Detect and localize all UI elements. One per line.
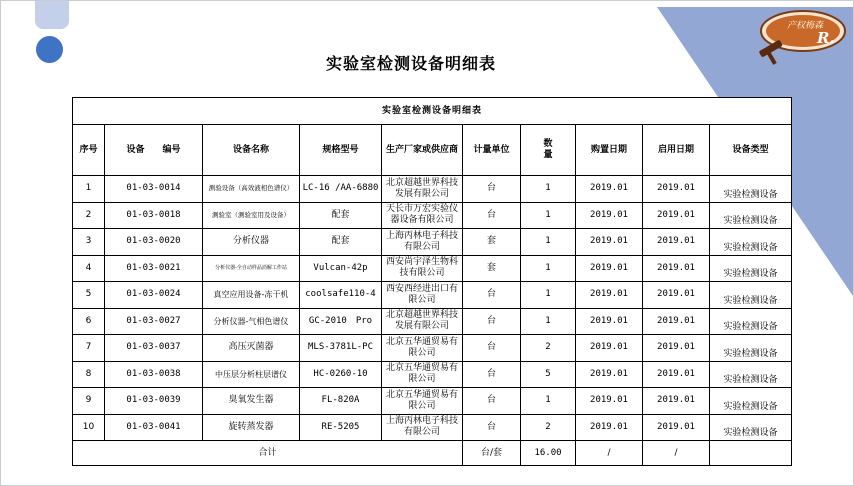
cell-type: 实验检测设备 <box>710 176 792 203</box>
total-qty: 16.00 <box>521 441 576 466</box>
cell-purchase: 2019.01 <box>576 388 643 415</box>
cell-supplier: 北京五华通贸易有限公司 <box>382 361 463 388</box>
cell-type: 实验检测设备 <box>710 335 792 362</box>
cell-supplier: 西安尚宇泽生物科技有限公司 <box>382 255 463 282</box>
cell-name: 高压灭菌器 <box>203 335 300 362</box>
cell-start: 2019.01 <box>643 335 710 362</box>
cell-model: RE-5205 <box>300 414 382 441</box>
cell-model: MLS-3781L-PC <box>300 335 382 362</box>
cell-name: 分析仪器-气相色谱仪 <box>203 308 300 335</box>
cell-code: 01-03-0014 <box>105 176 203 203</box>
cell-name: 测验室（测验室用及设备） <box>203 202 300 229</box>
header-code: 设备 编号 <box>105 125 203 176</box>
cell-start: 2019.01 <box>643 176 710 203</box>
cell-start: 2019.01 <box>643 308 710 335</box>
header-purchase-date: 购置日期 <box>576 125 643 176</box>
cell-name: 旋转蒸发器 <box>203 414 300 441</box>
table-row <box>73 388 792 415</box>
table-row <box>73 361 792 388</box>
total-type <box>710 441 792 466</box>
decorative-tab <box>35 1 69 29</box>
cell-unit: 台 <box>463 282 521 309</box>
cell-supplier: 北京超越世界科技发展有限公司 <box>382 176 463 203</box>
cell-no: 3 <box>73 229 105 256</box>
cell-code: 01-03-0027 <box>105 308 203 335</box>
cell-unit: 台 <box>463 176 521 203</box>
cell-unit: 台 <box>463 202 521 229</box>
cell-unit: 台 <box>463 335 521 362</box>
cell-no: 5 <box>73 282 105 309</box>
cell-qty: 1 <box>521 176 576 203</box>
cell-model: LC-16 /AA-6880 <box>300 176 382 203</box>
cell-qty: 5 <box>521 361 576 388</box>
cell-qty: 1 <box>521 388 576 415</box>
header-unit: 计量单位 <box>463 125 521 176</box>
cell-code: 01-03-0037 <box>105 335 203 362</box>
total-label: 合计 <box>73 441 463 466</box>
cell-start: 2019.01 <box>643 388 710 415</box>
cell-purchase: 2019.01 <box>576 335 643 362</box>
header-qty: 数 量 <box>521 125 576 176</box>
cell-unit: 台 <box>463 388 521 415</box>
table-row <box>73 282 792 309</box>
cell-no: 9 <box>73 388 105 415</box>
cell-start: 2019.01 <box>643 361 710 388</box>
cell-unit: 台 <box>463 414 521 441</box>
cell-qty: 1 <box>521 255 576 282</box>
cell-supplier: 天长市万宏实验仪器设备有限公司 <box>382 202 463 229</box>
cell-code: 01-03-0039 <box>105 388 203 415</box>
cell-model: FL-820A <box>300 388 382 415</box>
cell-code: 01-03-0021 <box>105 255 203 282</box>
cell-code: 01-03-0038 <box>105 361 203 388</box>
svg-text:产权梅森: 产权梅森 <box>786 21 824 31</box>
cell-no: 2 <box>73 202 105 229</box>
cell-code: 01-03-0018 <box>105 202 203 229</box>
cell-type: 实验检测设备 <box>710 255 792 282</box>
cell-start: 2019.01 <box>643 282 710 309</box>
cell-supplier: 北京五华通贸易有限公司 <box>382 388 463 415</box>
cell-purchase: 2019.01 <box>576 255 643 282</box>
cell-no: 6 <box>73 308 105 335</box>
cell-purchase: 2019.01 <box>576 361 643 388</box>
table-row <box>73 308 792 335</box>
cell-model: coolsafe110-4 <box>300 282 382 309</box>
cell-type: 实验检测设备 <box>710 361 792 388</box>
cell-name: 真空应用设备-冻干机 <box>203 282 300 309</box>
cell-type: 实验检测设备 <box>710 282 792 309</box>
table-title: 实验室检测设备明细表 <box>73 98 792 125</box>
table-row <box>73 335 792 362</box>
cell-name: 分析仪器-全自动样品消解工作站 <box>203 255 300 282</box>
cell-name: 测验设备（高效液相色谱仪） <box>203 176 300 203</box>
cell-model: GC-2010 Pro <box>300 308 382 335</box>
cell-start: 2019.01 <box>643 255 710 282</box>
cell-model: HC-0260-10 <box>300 361 382 388</box>
cell-qty: 1 <box>521 308 576 335</box>
cell-supplier: 北京超越世界科技发展有限公司 <box>382 308 463 335</box>
header-no: 序号 <box>73 125 105 176</box>
header-start-date: 启用日期 <box>643 125 710 176</box>
cell-supplier: 上海丙林电子科技有限公司 <box>382 229 463 256</box>
header-model: 规格型号 <box>300 125 382 176</box>
cell-purchase: 2019.01 <box>576 202 643 229</box>
cell-unit: 套 <box>463 229 521 256</box>
header-supplier: 生产厂家或供应商 <box>382 125 463 176</box>
cell-purchase: 2019.01 <box>576 229 643 256</box>
cell-type: 实验检测设备 <box>710 308 792 335</box>
cell-qty: 2 <box>521 335 576 362</box>
cell-no: 1 <box>73 176 105 203</box>
table-row <box>73 255 792 282</box>
header-name: 设备名称 <box>203 125 300 176</box>
cell-no: 8 <box>73 361 105 388</box>
cell-type: 实验检测设备 <box>710 388 792 415</box>
cell-start: 2019.01 <box>643 202 710 229</box>
cell-qty: 2 <box>521 414 576 441</box>
cell-qty: 1 <box>521 202 576 229</box>
cell-start: 2019.01 <box>643 229 710 256</box>
cell-purchase: 2019.01 <box>576 282 643 309</box>
table-row <box>73 176 792 203</box>
total-row <box>73 441 792 466</box>
cell-name: 中压层分析柱层谱仪 <box>203 361 300 388</box>
table-row <box>73 229 792 256</box>
cell-model: 配套 <box>300 229 382 256</box>
cell-unit: 台 <box>463 308 521 335</box>
header-row <box>73 125 792 176</box>
cell-type: 实验检测设备 <box>710 202 792 229</box>
cell-supplier: 北京五华通贸易有限公司 <box>382 335 463 362</box>
header-type: 设备类型 <box>710 125 792 176</box>
cell-code: 01-03-0041 <box>105 414 203 441</box>
total-purchase: / <box>576 441 643 466</box>
cell-model: 配套 <box>300 202 382 229</box>
cell-qty: 1 <box>521 282 576 309</box>
cell-type: 实验检测设备 <box>710 229 792 256</box>
page-title: 实验室检测设备明细表 <box>325 54 496 73</box>
cell-unit: 套 <box>463 255 521 282</box>
cell-code: 01-03-0020 <box>105 229 203 256</box>
cell-name: 分析仪器 <box>203 229 300 256</box>
cell-model: Vulcan-42p <box>300 255 382 282</box>
cell-qty: 1 <box>521 229 576 256</box>
equipment-table <box>72 97 792 466</box>
cell-code: 01-03-0024 <box>105 282 203 309</box>
svg-text:R.: R. <box>817 29 835 47</box>
cell-purchase: 2019.01 <box>576 176 643 203</box>
total-start: / <box>643 441 710 466</box>
cell-no: 7 <box>73 335 105 362</box>
cell-supplier: 上海丙林电子科技有限公司 <box>382 414 463 441</box>
cell-name: 臭氧发生器 <box>203 388 300 415</box>
cell-unit: 台 <box>463 361 521 388</box>
cell-purchase: 2019.01 <box>576 414 643 441</box>
cell-supplier: 西安西经进出口有限公司 <box>382 282 463 309</box>
cell-purchase: 2019.01 <box>576 308 643 335</box>
total-unit: 台/套 <box>463 441 521 466</box>
cell-no: 10 <box>73 414 105 441</box>
cell-start: 2019.01 <box>643 414 710 441</box>
cell-no: 4 <box>73 255 105 282</box>
cell-type: 实验检测设备 <box>710 414 792 441</box>
table-row <box>73 414 792 441</box>
table-row <box>73 202 792 229</box>
